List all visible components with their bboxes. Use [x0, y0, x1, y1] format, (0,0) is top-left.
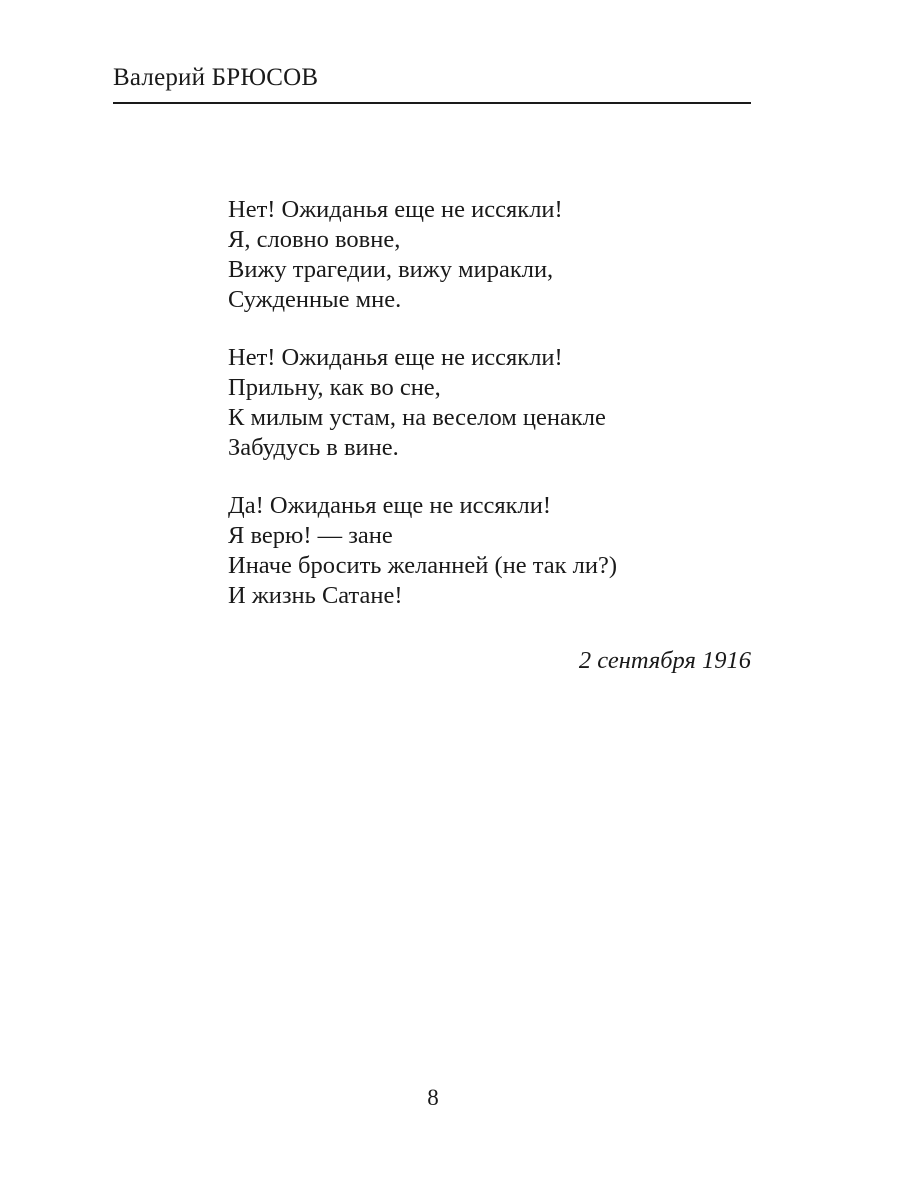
poem-line: Иначе бросить желанней (не так ли?)	[228, 552, 618, 579]
stanza-1	[228, 195, 768, 315]
poem-line: Прильну, как во сне,	[228, 374, 441, 401]
poem-line: Я, словно вовне,	[228, 226, 401, 253]
poem-line: К милым устам, на веселом ценакле	[228, 404, 606, 431]
poem	[228, 195, 768, 639]
poem-line: Я верю! — зане	[228, 522, 393, 549]
running-header	[113, 58, 751, 104]
poem-line: Нет! Ожиданья еще не иссякли!	[228, 344, 563, 371]
poem-line: Да! Ожиданья еще не иссякли!	[228, 492, 551, 519]
poem-date: 2 сентября 1916	[578, 647, 751, 674]
stanza-3	[228, 491, 768, 611]
poem-line: Нет! Ожиданья еще не иссякли!	[228, 196, 563, 223]
poem-line: Забудусь в вине.	[228, 434, 399, 461]
poem-line: Сужденные мне.	[228, 286, 402, 313]
page-number: 8	[427, 1085, 439, 1110]
poem-line: Вижу трагедии, вижу миракли,	[228, 256, 554, 283]
running-title: Валерий БРЮСОВ	[113, 64, 319, 91]
poem-line: И жизнь Сатане!	[228, 582, 403, 609]
stanza-2	[228, 343, 768, 463]
